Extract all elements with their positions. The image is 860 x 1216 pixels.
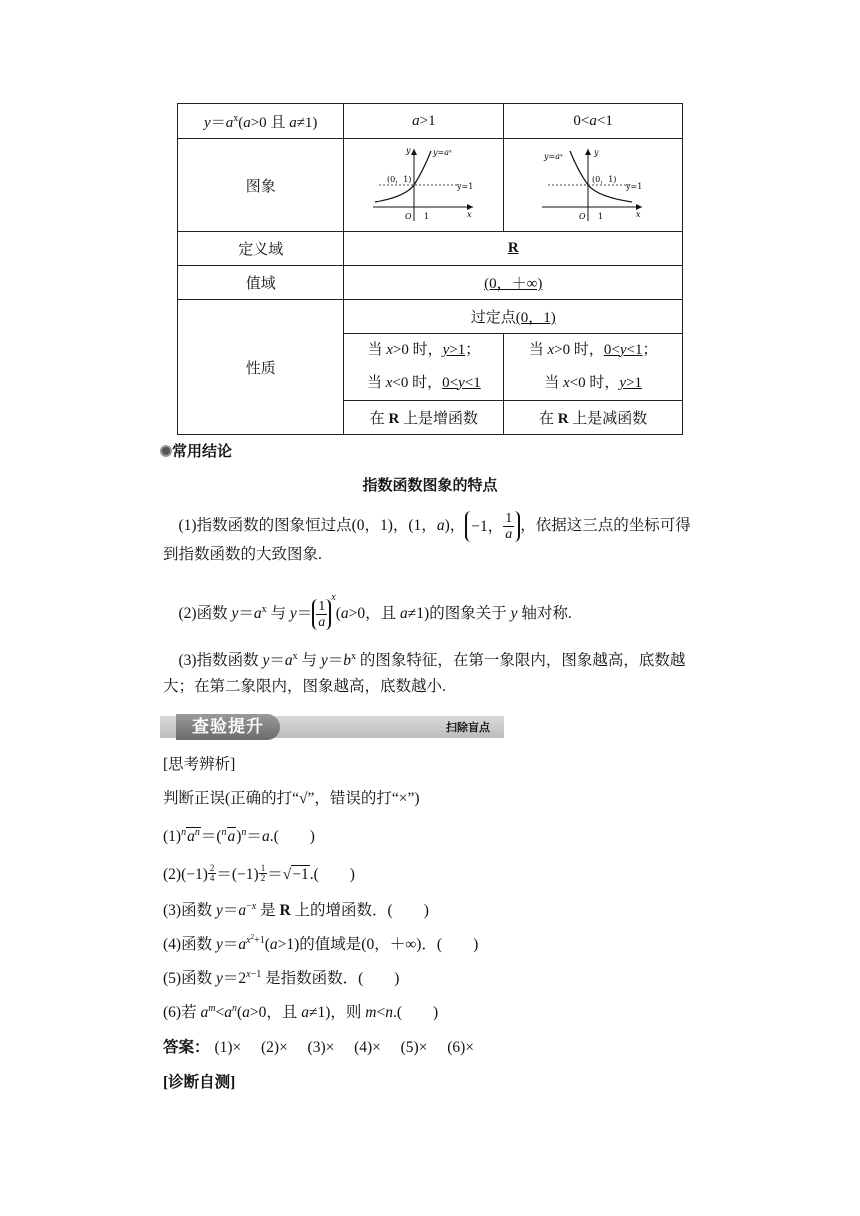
row-label-graph: 图象 [178, 139, 344, 232]
graph-origin-label: O [404, 212, 412, 221]
conclusion-1: (1)指数函数的图象恒过点(0，1)，(1，a)， −1， $\frac{1}{a}$ ，依据这三点的坐标可得 到指数函数的大致图象. [163, 511, 691, 563]
graph-line-label: y=1 [626, 182, 643, 191]
graph-line-label: y=1 [456, 182, 474, 191]
header-a-lt-1: 0<a<1 [504, 104, 683, 139]
section-title: 查验提升 [176, 714, 280, 740]
graph-a-gt-1 [344, 139, 504, 232]
graph-curve-label: y=aˣ [544, 152, 563, 161]
item-1: $(1)^na^n=(^na)^n=a$.( ) [163, 826, 315, 845]
answer-2: (2)× [261, 1039, 288, 1056]
graph-decreasing-svg [538, 145, 648, 225]
section-tag: 扫除盲点 [446, 721, 490, 734]
exponential-properties-table [177, 103, 683, 435]
graph-a-lt-1 [504, 139, 683, 232]
diagnose-heading: [诊断自测] [163, 1074, 236, 1091]
header-a-gt-1: a>1 [344, 104, 504, 139]
item-3: (3)函数 $y=a^{-x}$ 是 R 上的增函数．( ) [163, 900, 429, 919]
graph-point-label: (0，1) [592, 175, 617, 184]
item-2: (2)(−1) $\frac{2}{4}$ ＝(−1) $\frac{1}{2}$ ＝√−1.( ) [163, 863, 355, 883]
conclusion-2: (2)函数 $y=a^x$ 与 y＝ $\frac{1}{a}$ $^x$(a>0，且 a≠1)的图象关于 y 轴对称. [163, 592, 572, 630]
graph-origin-label: O [579, 212, 586, 221]
conclusion-3: (3)指数函数 $y=a^x$ 与 $y=b^x$ 的图象特征，在第一象限内，图象越高，底数越 大；在第二象限内，图象越高，底数越小. [163, 650, 686, 695]
item-5: (5)函数 $y=2^{x-1}$ 是指数函数．( ) [163, 968, 400, 987]
monotonic-increasing: 在 R 上是增函数 [344, 401, 504, 435]
domain-value: R [344, 232, 683, 266]
props-a-gt-1: 当 x>0 时，y>1； 当 x<0 时，0<y<1 [344, 334, 504, 401]
instruction: 判断正误(正确的打“√”，错误的打“×”) [163, 790, 420, 807]
graph-point-label: (0，1) [386, 175, 412, 184]
gear-bullet-icon [160, 445, 172, 457]
row-label-domain: 定义域 [178, 232, 344, 266]
props-a-lt-1: 当 x>0 时，0<y<1； 当 x<0 时，y>1 [504, 334, 683, 401]
answer-6: (6)× [447, 1039, 475, 1056]
graph-x-axis-label: x [466, 210, 472, 219]
conclusions-heading: 常用结论 [160, 440, 232, 461]
item-4: (4)函数 $y=a^{x^2+1}(a>1)$的值域是(0，＋∞)．( ) [163, 932, 479, 953]
row-label-properties: 性质 [178, 300, 344, 435]
graph-y-axis-label: y [594, 148, 599, 157]
graph-curve-label: y=aˣ [432, 148, 452, 157]
monotonic-decreasing: 在 R 上是减函数 [504, 401, 683, 435]
graph-tick-label: 1 [598, 212, 604, 221]
answer-5: (5)× [400, 1039, 428, 1056]
answer-4: (4)× [354, 1039, 381, 1056]
think-heading: [思考辨析] [163, 756, 236, 773]
header-function: $y=a^x(a>0$ 且 a≠1) [178, 104, 344, 139]
fixed-point: 过定点(0，1) [344, 300, 683, 334]
graph-tick-label: 1 [423, 212, 429, 221]
conclusions-title: 指数函数图象的特点 [362, 476, 498, 494]
answer-label: 答案： [163, 1038, 210, 1056]
answer-3: (3)× [307, 1039, 335, 1056]
answers-line [163, 1035, 474, 1057]
answer-1: (1)× [214, 1039, 242, 1056]
range-value: (0，＋∞) [344, 266, 683, 300]
graph-y-axis-label: y [405, 146, 411, 155]
row-label-range: 值域 [178, 266, 344, 300]
graph-increasing-svg [369, 145, 479, 225]
item-6: (6)若 $a^m<a^n(a>0$，且 a≠1)，则 m<n.( ) [163, 1002, 439, 1021]
graph-x-axis-label: x [636, 210, 641, 219]
